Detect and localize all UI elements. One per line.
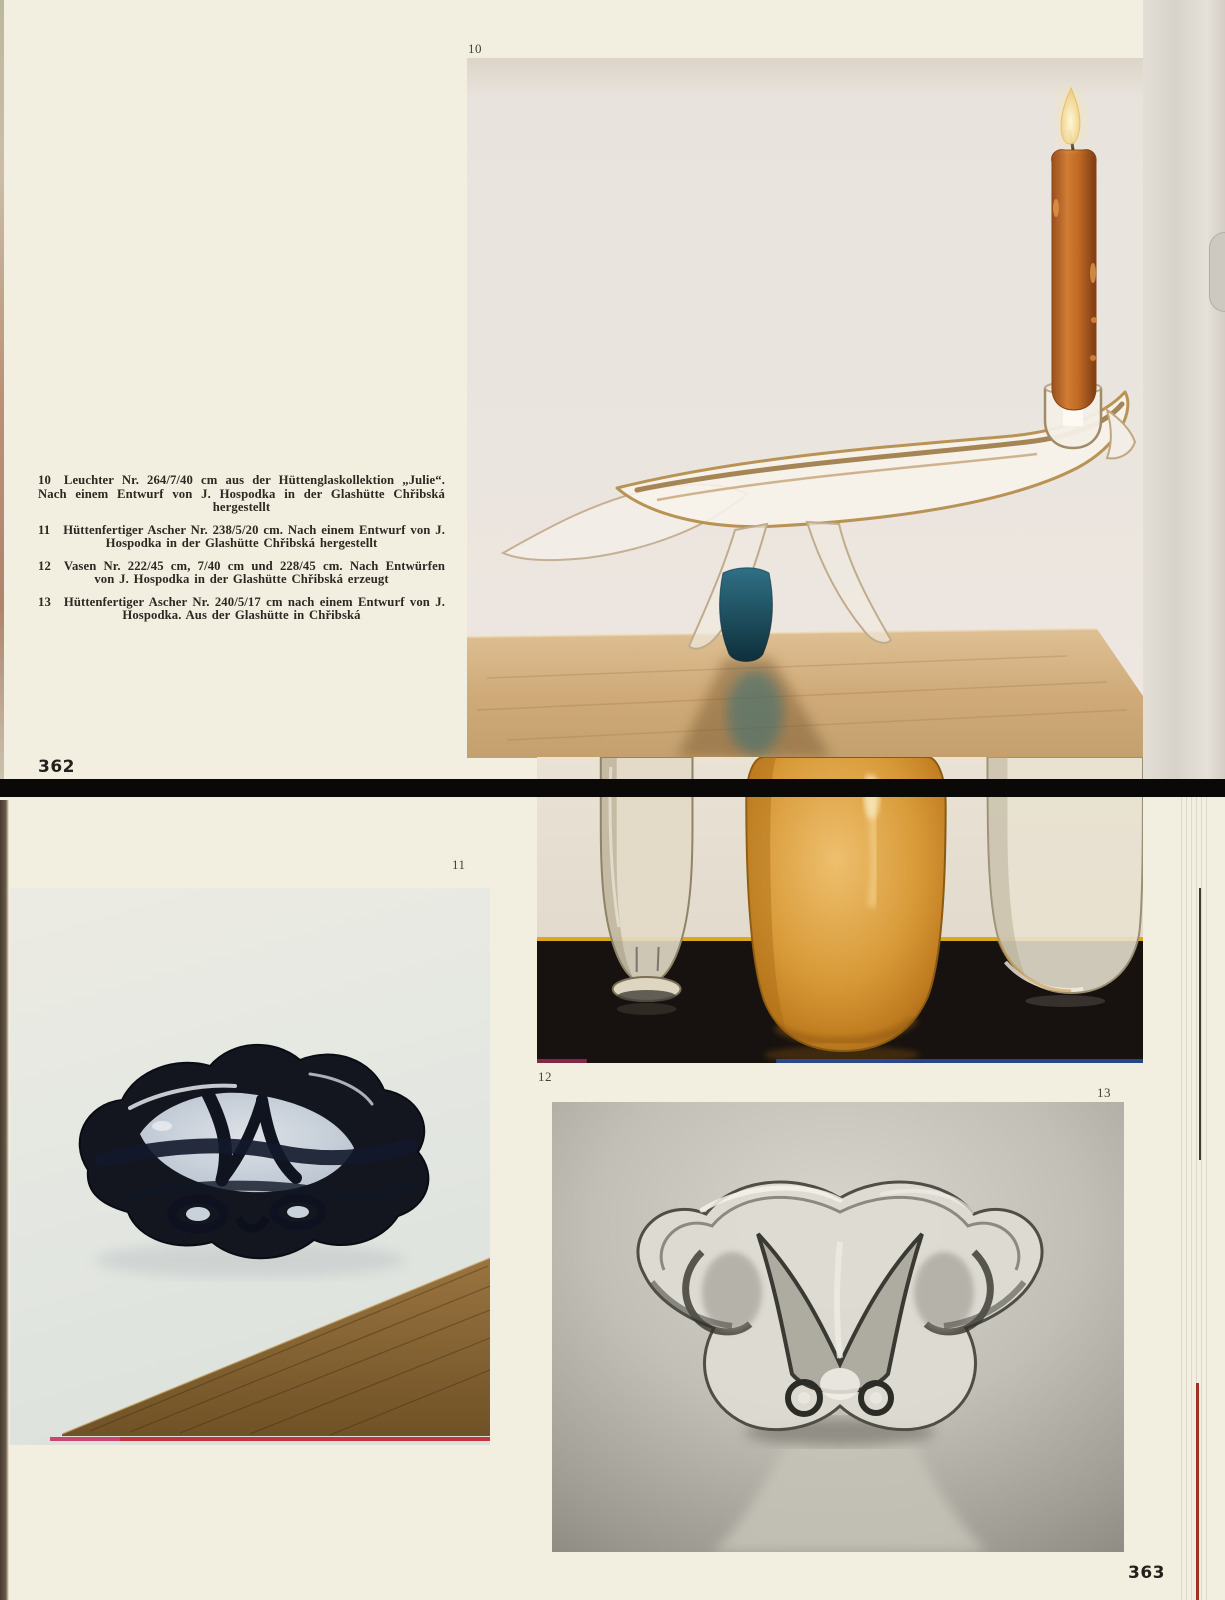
figure-11-label: 11 <box>452 857 466 872</box>
vases-photo-art <box>537 757 1143 1063</box>
bw-ashtray-photo-art <box>552 1102 1124 1552</box>
caption-11-text: Hüttenfertiger Ascher Nr. 238/5/20 cm. Nach einem Entwurf von J. Hospodka in der Glashütte Chřibská hergestellt <box>63 522 445 550</box>
page-number-363: 363 <box>1128 1563 1165 1583</box>
amber-vase <box>746 757 945 1051</box>
caption-13 <box>38 596 445 623</box>
caption-11-number: 11 <box>38 522 51 537</box>
page-edge-red-line <box>1196 1383 1199 1600</box>
caption-12 <box>38 560 445 587</box>
caption-10 <box>38 474 445 515</box>
ashtray-photo-art <box>10 888 490 1445</box>
caption-11 <box>38 524 445 551</box>
figure-10-photo <box>467 58 1143 758</box>
book-page-edges <box>1181 797 1209 1600</box>
left-page-gutter-bottom <box>0 800 9 1600</box>
page-gutter-right-top <box>1143 0 1225 779</box>
figure-12-photo <box>537 757 1143 1063</box>
caption-10-text: Leuchter Nr. 264/7/40 cm aus der Hüttenglaskollektion „Julie“. Nach einem Entwurf von J. Hospodka in der Glashütte Chřibská hergestellt <box>38 473 445 514</box>
photo-bottom-edge-line <box>776 1059 1143 1063</box>
candleholder-photo-art <box>467 58 1143 758</box>
caption-12-text: Vasen Nr. 222/45 cm, 7/40 cm und 228/45 cm. Nach Entwürfen von J. Hospodka in der Glashütte Chřibská erzeugt <box>63 558 445 586</box>
caption-13-number: 13 <box>38 594 51 609</box>
figure-13-label: 13 <box>1097 1085 1111 1100</box>
left-page-edge <box>0 0 4 779</box>
page-number-362: 362 <box>38 757 75 777</box>
figure-12-label: 12 <box>538 1069 552 1084</box>
page-separator-band <box>0 779 1225 797</box>
figure-11-photo <box>10 888 490 1445</box>
page-edge-dark-line <box>1199 888 1201 1160</box>
adjacent-page-glass-sliver <box>1209 232 1225 312</box>
caption-13-text: Hüttenfertiger Ascher Nr. 240/5/17 cm nach einem Entwurf von J. Hospodka. Aus der Glashütte in Chřibská <box>63 594 445 622</box>
caption-10-number: 10 <box>38 473 51 487</box>
figure-13-photo <box>552 1102 1124 1552</box>
caption-block <box>38 474 445 632</box>
figure-10-label: 10 <box>468 41 482 56</box>
caption-12-number: 12 <box>38 558 51 573</box>
teal-stem <box>720 568 773 662</box>
